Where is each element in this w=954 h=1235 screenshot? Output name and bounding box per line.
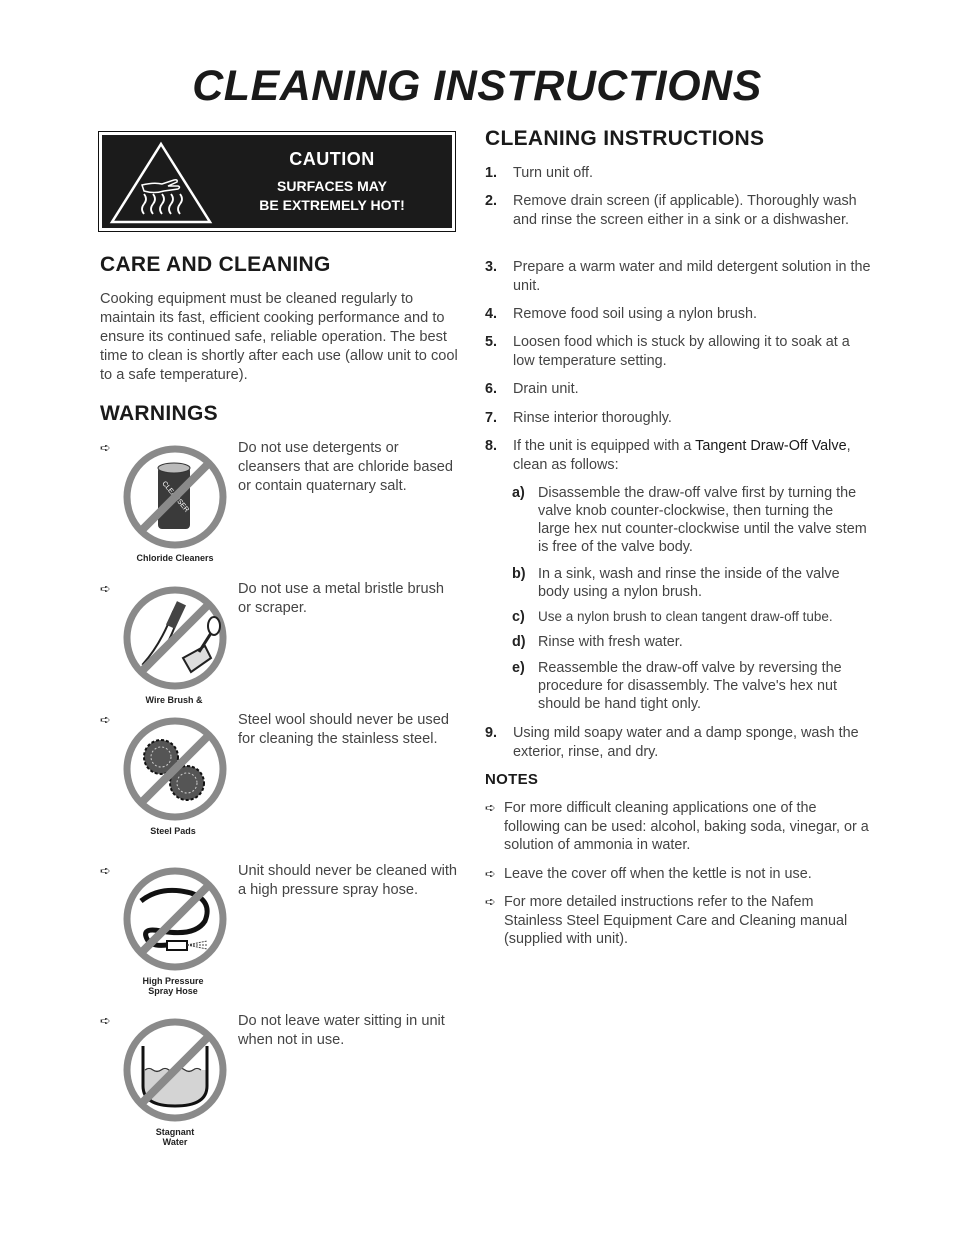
bullet-arrow-icon: ➪ xyxy=(100,440,111,455)
instructions-heading: CLEANING INSTRUCTIONS xyxy=(485,127,765,150)
warning-text-4: Unit should never be cleaned with a high pressure spray hose. xyxy=(238,863,458,898)
step-text xyxy=(513,437,873,475)
caption-line: Chloride Cleaners xyxy=(136,553,214,563)
bullet-arrow-icon: ➪ xyxy=(100,863,111,878)
warning-text-5: Do not leave water sitting in unit when not in use. xyxy=(238,1013,445,1048)
warning-caption-3 xyxy=(113,826,233,836)
caution-line-2: BE EXTREMELY HOT! xyxy=(259,197,405,213)
step-number: 2. xyxy=(485,193,498,209)
substep-letter: e) xyxy=(512,660,525,676)
warning-caption-2 xyxy=(114,695,234,705)
warning-text-2: Do not use a metal bristle brush or scraper. xyxy=(238,581,445,616)
step-number: 6. xyxy=(485,381,498,397)
step-text: Loosen food which is stuck by allowing it to soak at a low temperature setting. xyxy=(513,334,850,369)
bullet-arrow-icon: ➪ xyxy=(100,1013,111,1028)
warning-caption-4 xyxy=(113,976,233,996)
substep-letter: d) xyxy=(512,634,526,650)
caution-message xyxy=(232,177,432,215)
step-text: Rinse interior thoroughly. xyxy=(513,410,672,426)
pressure-hose-prohibited-icon xyxy=(121,865,229,973)
caption-line: Steel Pads xyxy=(150,826,196,836)
bullet-arrow-icon: ➪ xyxy=(485,894,496,909)
step-number: 3. xyxy=(485,259,498,275)
step-text: Turn unit off. xyxy=(513,165,593,181)
step-number: 5. xyxy=(485,334,498,350)
warning-text-1: Do not use detergents or cleansers that are chloride based or contain quaternary salt. xyxy=(238,440,453,494)
stagnant-water-prohibited-icon xyxy=(121,1016,229,1124)
caption-line: High Pressure xyxy=(142,976,204,986)
step-number: 4. xyxy=(485,306,498,322)
warning-caption-1 xyxy=(115,553,235,563)
care-paragraph: Cooking equipment must be cleaned regularly to maintain its fast, efficient cooking performance and to ensure its continued safe, reliable operation. The best time to clean is shortly after each use (allow unit to cool to a safe temperature). xyxy=(100,291,458,383)
substep-text: Disassemble the draw-off valve first by turning the valve knob counter-clockwise, then turning the large hex nut counter-clockwise until the valve stem is free of the valve body. xyxy=(538,485,867,555)
warning-text-3: Steel wool should never be used for cleaning the stainless steel. xyxy=(238,712,449,747)
step-number: 7. xyxy=(485,410,498,426)
step-text-part: If the unit is equipped with a xyxy=(513,438,696,454)
caution-box xyxy=(98,131,456,232)
steel-pads-prohibited-icon xyxy=(121,715,229,823)
step-number: 8. xyxy=(485,438,498,454)
substep-text: Reassemble the draw-off valve by reversing the procedure for disassembly. The valve's hex nut should be hand tight only. xyxy=(538,660,842,712)
care-heading: CARE AND CLEANING xyxy=(100,253,331,276)
note-text: Leave the cover off when the kettle is not in use. xyxy=(504,866,812,882)
caption-line: Stagnant xyxy=(155,1127,195,1137)
substep-letter: c) xyxy=(512,609,525,625)
substep-text: In a sink, wash and rinse the inside of the valve body using a nylon brush. xyxy=(538,566,840,600)
bullet-arrow-icon: ➪ xyxy=(485,866,496,881)
tangent-valve-term: Tangent Draw-Off Valve xyxy=(695,438,847,454)
step-text: Remove drain screen (if applicable). Thoroughly wash and rinse the screen either in a sink or a dishwasher. xyxy=(513,193,857,228)
note-text: For more difficult cleaning applications one of the following can be used: alcohol, baking soda, vinegar, or a solution of ammonia in water. xyxy=(504,800,869,853)
warnings-heading: WARNINGS xyxy=(100,402,218,425)
substep-text: Rinse with fresh water. xyxy=(538,634,683,650)
warning-caption-5 xyxy=(115,1127,235,1147)
bullet-arrow-icon: ➪ xyxy=(100,581,111,596)
note-text: For more detailed instructions refer to the Nafem Stainless Steel Equipment Care and Cleaning manual (supplied with unit). xyxy=(504,894,848,947)
caution-heading: CAUTION xyxy=(289,149,375,169)
substep-letter: b) xyxy=(512,566,526,582)
step-number: 9. xyxy=(485,725,498,741)
step-text-part: , clean as follows: xyxy=(513,438,851,473)
bullet-arrow-icon: ➪ xyxy=(100,712,111,727)
caption-line: Wire Brush & xyxy=(145,695,203,705)
wire-brush-prohibited-icon xyxy=(121,584,229,692)
hot-surface-warning-icon xyxy=(108,140,214,226)
step-number: 1. xyxy=(485,165,498,181)
substep-letter: a) xyxy=(512,485,525,501)
bullet-arrow-icon: ➪ xyxy=(485,800,496,815)
step-text: Using mild soapy water and a damp sponge, wash the exterior, rinse, and dry. xyxy=(513,725,859,760)
chloride-cleaner-prohibited-icon xyxy=(121,443,229,551)
step-text: Prepare a warm water and mild detergent solution in the unit. xyxy=(513,259,871,294)
page-title: CLEANING INSTRUCTIONS xyxy=(192,62,762,110)
step-text: Remove food soil using a nylon brush. xyxy=(513,306,757,322)
caution-line-1: SURFACES MAY xyxy=(277,178,387,194)
step-text: Drain unit. xyxy=(513,381,579,397)
notes-heading: NOTES xyxy=(485,771,539,788)
caption-line: Spray Hose xyxy=(148,986,198,996)
substep-text: Use a nylon brush to clean tangent draw-off tube. xyxy=(538,609,833,624)
caption-line: Water xyxy=(162,1137,188,1147)
